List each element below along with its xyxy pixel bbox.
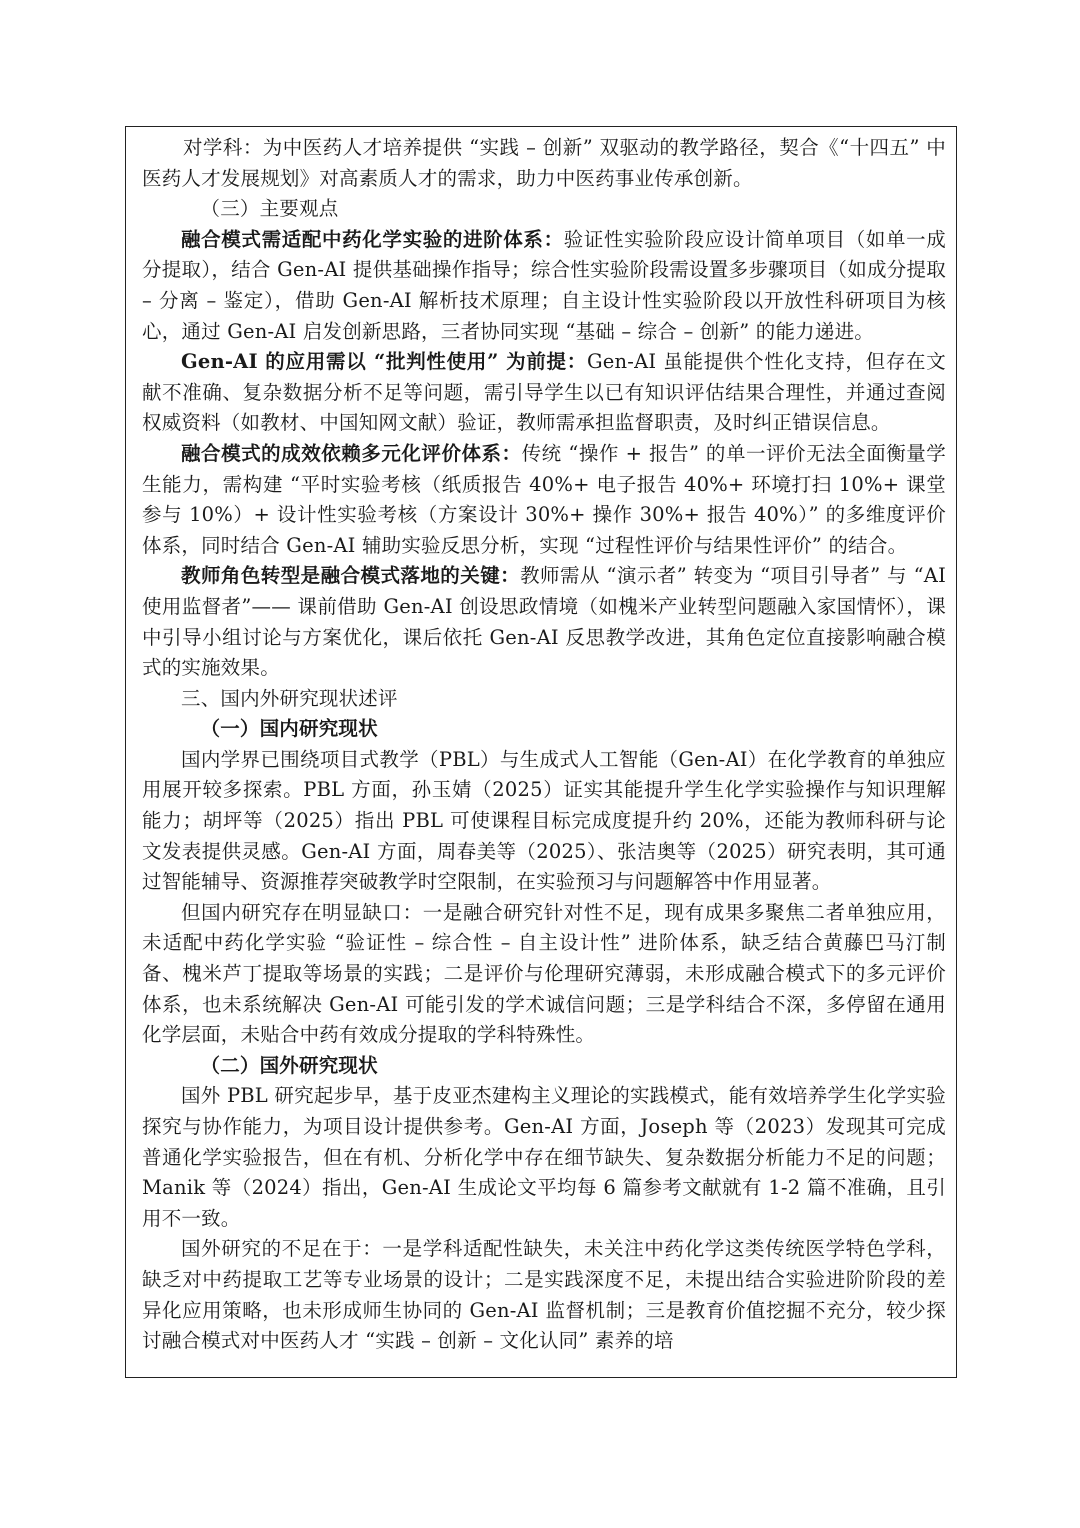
intro-paragraph: 对学科：为中医药人才培养提供 “实践 – 创新” 双驱动的教学路径，契合《“十四五” 中医药人才发展规划》对高素质人才的需求，助力中医药事业传承创新。 — [142, 136, 946, 190]
main-view-point-4-lead: 教师角色转型是融合模式落地的关键： — [181, 564, 521, 588]
main-views-heading: （三）主要观点 — [200, 197, 339, 221]
document-frame — [125, 126, 957, 1378]
main-view-point-3-body: 传统 “操作 + 报告” 的单一评价无法全面衡量学生能力，需构建 “平时实验考核（纸质报告 40%+ 电子报告 40%+ 环境打扫 10%+ 课堂参与 10%）+ 设计性实验考核（方案设计 30%+ 操作 30%+ 报告 40%）” 的多维度评价体系，同时结合 Gen-AI 辅助实验反思分析，实现 “过程性评价与结果性评价” 的结合。 — [142, 441, 946, 557]
main-view-point-3-lead: 融合模式的成效依赖多元化评价体系： — [181, 441, 522, 465]
main-view-point-3 — [142, 439, 946, 561]
domestic-research-heading: （一）国内研究现状 — [200, 717, 378, 741]
main-view-point-2-lead: Gen-AI 的应用需以 “批判性使用” 为前提： — [181, 350, 588, 374]
main-view-point-1 — [142, 225, 946, 347]
main-view-point-4-body: 教师需从 “演示者” 转变为 “项目引导者” 与 “AI 使用监督者”—— 课前借助 Gen-AI 创设思政情境（如槐米产业转型问题融入家国情怀），课中引导小组讨论与方案优化，课后依托 Gen-AI 反思教学改进，其角色定位直接影响融合模式的实施效果。 — [142, 564, 946, 680]
foreign-research-heading: （二）国外研究现状 — [200, 1053, 378, 1077]
main-view-point-1-lead: 融合模式需适配中药化学实验的进阶体系： — [181, 227, 564, 251]
foreign-paragraph-2: 国外研究的不足在于：一是学科适配性缺失，未关注中药化学这类传统医学特色学科，缺乏对中药提取工艺等专业场景的设计；二是实践深度不足，未提出结合实验进阶阶段的差异化应用策略，也未形成师生协同的 Gen-AI 监督机制；三是教育价值挖掘不充分，较少探讨融合模式对中医药人才 “实践 – 创新 – 文化认同” 素养的培 — [142, 1237, 946, 1353]
foreign-paragraph-1: 国外 PBL 研究起步早，基于皮亚杰建构主义理论的实践模式，能有效培养学生化学实验探究与协作能力，为项目设计提供参考。Gen-AI 方面，Joseph 等（2023）发现其可完成普通化学实验报告，但在有机、分析化学中存在细节缺失、复杂数据分析能力不足的问题；Manik 等（2024）指出，Gen-AI 生成论文平均每 6 篇参考文献就有 1-2 篇不准确，且引用不一致。 — [142, 1084, 946, 1230]
section-three-heading: 三、国内外研究现状述评 — [181, 686, 398, 710]
main-view-point-2-body: Gen-AI 虽能提供个性化支持，但存在文献不准确、复杂数据分析不足等问题，需引导学生以已有知识评估结果合理性，并通过查阅权威资料（如教材、中国知网文献）验证，教师需承担监督职责，及时纠正错误信息。 — [142, 350, 946, 435]
main-view-point-2 — [142, 347, 946, 439]
main-view-point-4 — [142, 561, 946, 683]
domestic-paragraph-1: 国内学界已围绕项目式教学（PBL）与生成式人工智能（Gen-AI）在化学教育的单独应用展开较多探索。PBL 方面，孙玉婧（2025）证实其能提升学生化学实验操作与知识理解能力；胡坪等（2025）指出 PBL 可使课程目标完成度提升约 20%，还能为教师科研与论文发表提供灵感。Gen-AI 方面，周春美等（2025）、张洁奥等（2025）研究表明，其可通过智能辅导、资源推荐突破教学时空限制，在实验预习与问题解答中作用显著。 — [142, 747, 946, 894]
main-view-point-1-body: 验证性实验阶段应设计简单项目（如单一成分提取），结合 Gen-AI 提供基础操作指导；综合性实验阶段需设置多步骤项目（如成分提取 – 分离 – 鉴定），借助 Gen-AI 解析技术原理；自主设计性实验阶段以开放性科研项目为核心，通过 Gen-AI 启发创新思路，三者协同实现 “基础 – 综合 – 创新” 的能力递进。 — [142, 227, 946, 343]
domestic-paragraph-2: 但国内研究存在明显缺口：一是融合研究针对性不足，现有成果多聚焦二者单独应用，未适配中药化学实验 “验证性 – 综合性 – 自主设计性” 进阶体系，缺乏结合黄藤巴马汀制备、槐米芦丁提取等场景的实践；二是评价与伦理研究薄弱，未形成融合模式下的多元评价体系，也未系统解决 Gen-AI 可能引发的学术诚信问题；三是学科结合不深，多停留在通用化学层面，未贴合中药有效成分提取的学科特殊性。 — [142, 900, 946, 1047]
